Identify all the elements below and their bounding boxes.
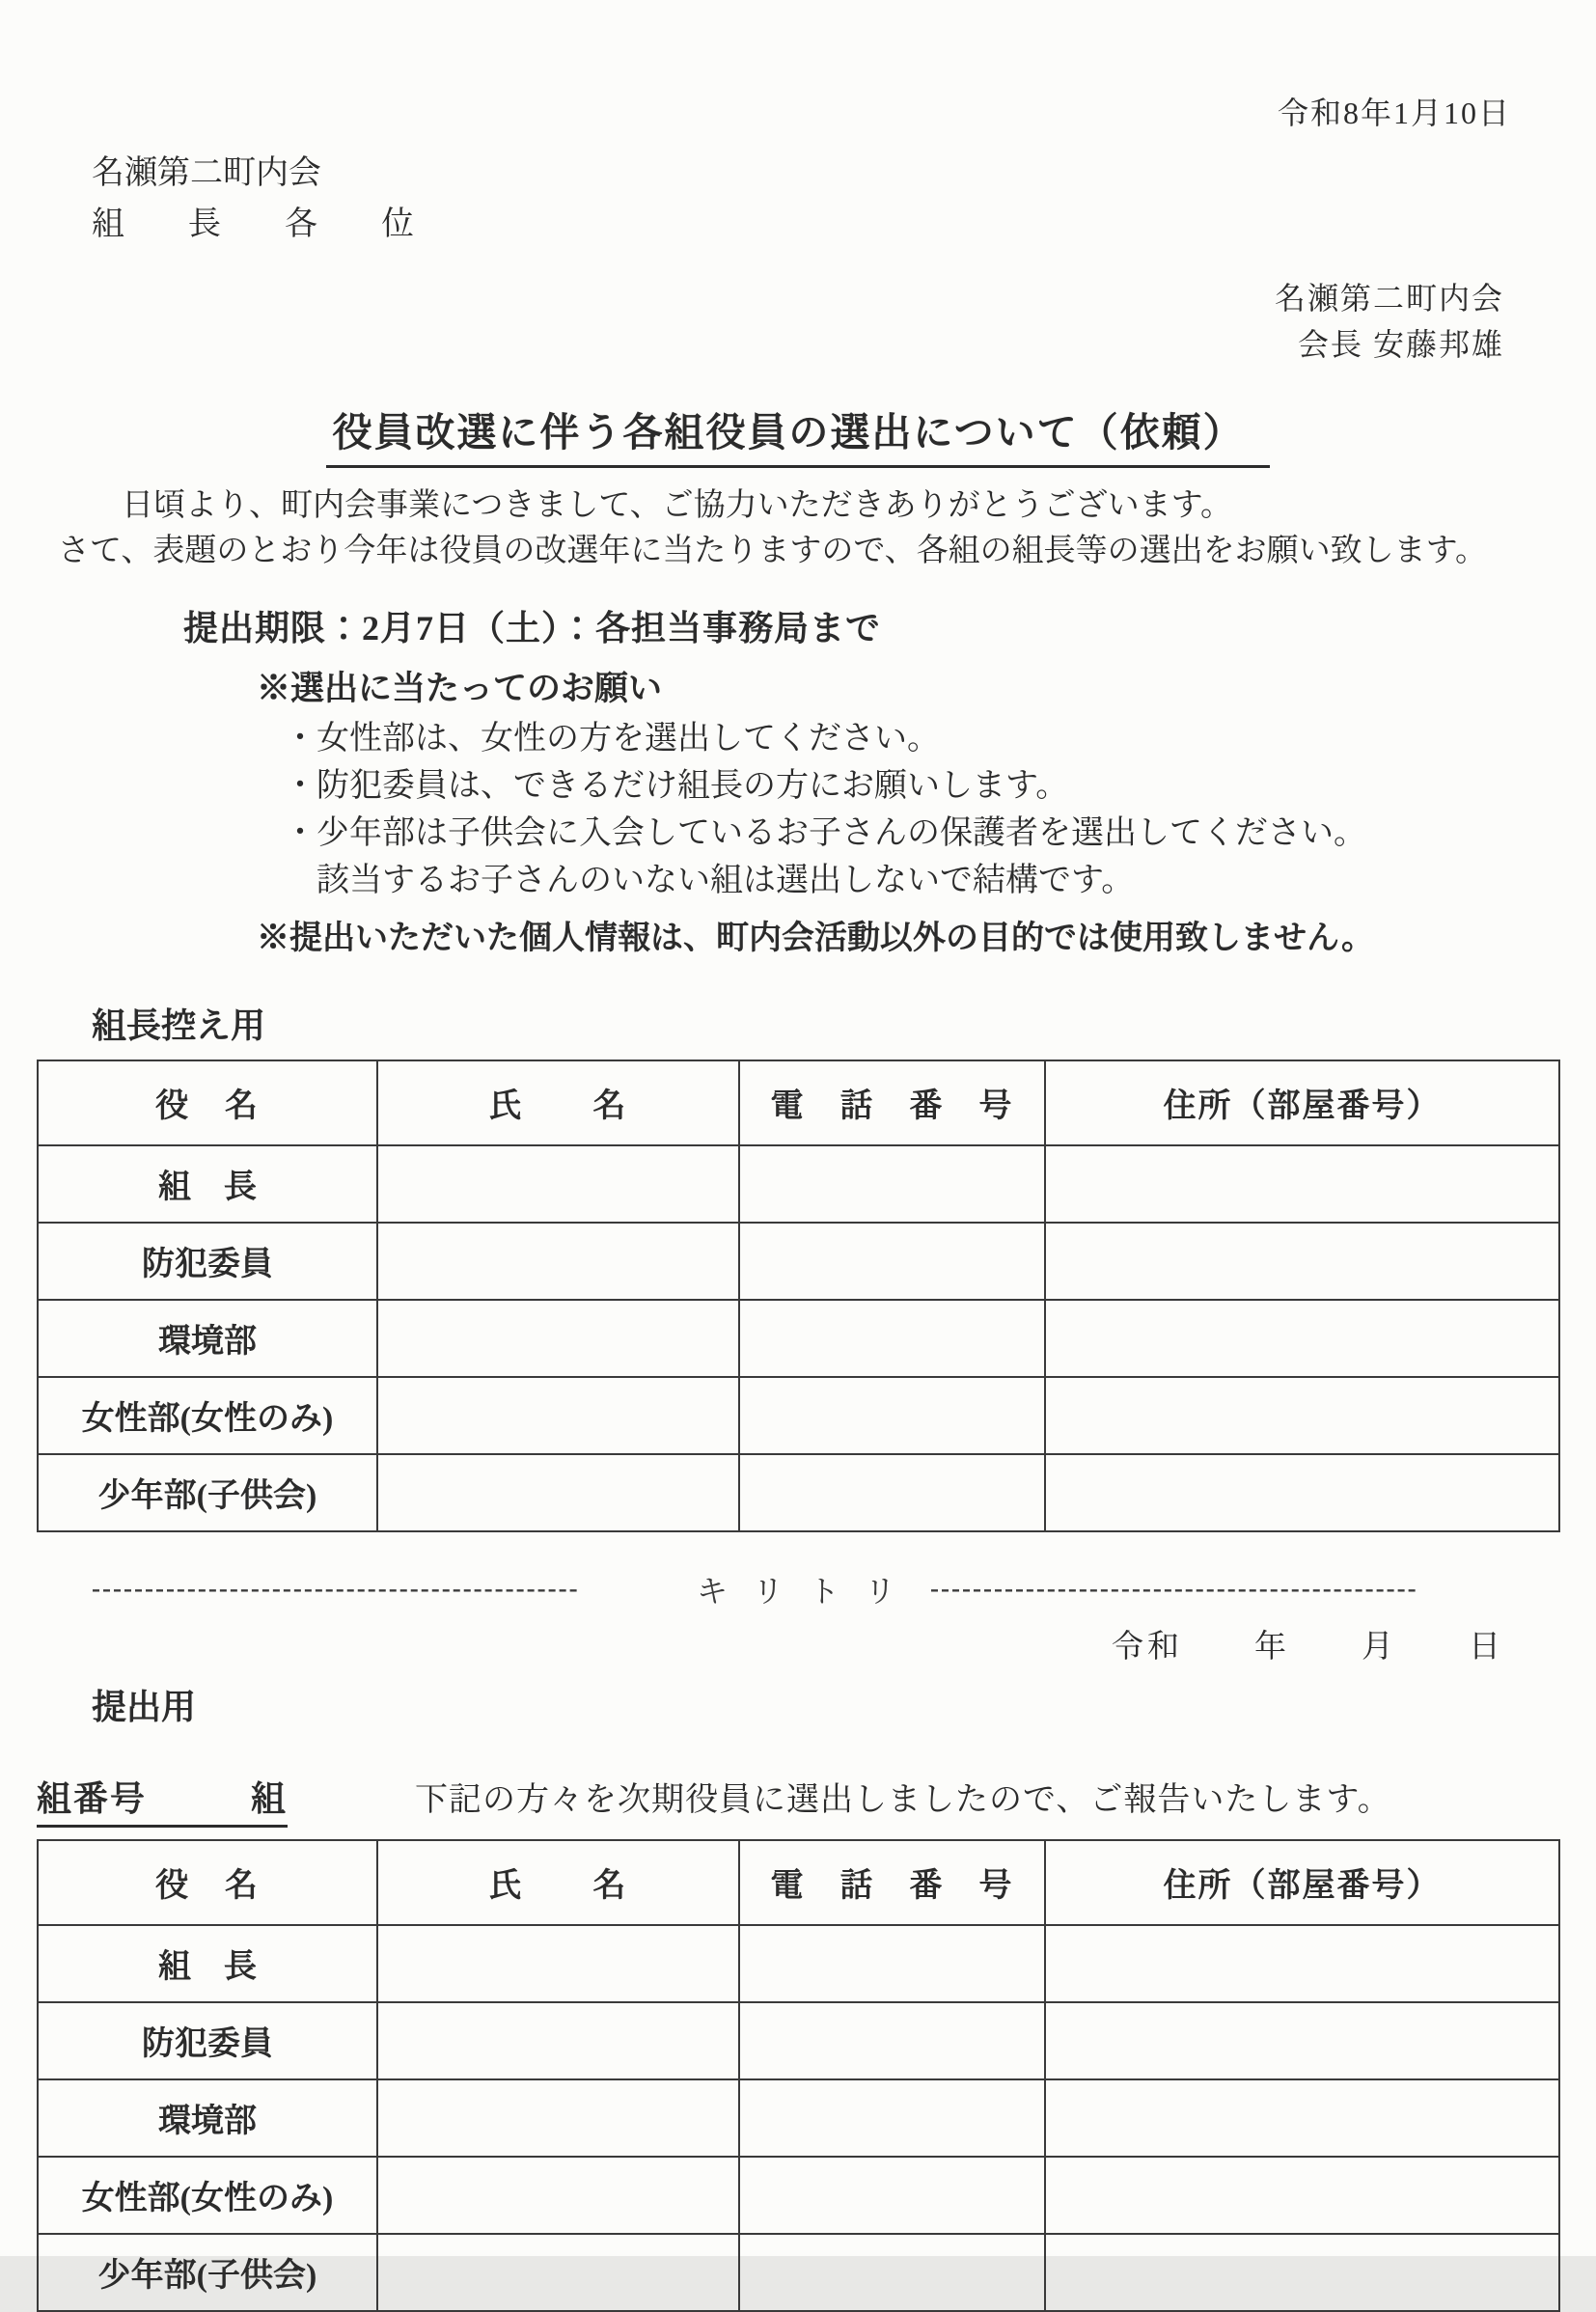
header-role: 役 名	[38, 1840, 377, 1925]
address-blank-cell	[1045, 2234, 1559, 2311]
table-row	[38, 1223, 1559, 1300]
leader-copy-label: 組長控え用	[92, 1005, 266, 1045]
address-blank-cell	[1045, 1377, 1559, 1454]
group-unit-label: 組	[251, 1778, 289, 1818]
table-row	[38, 1454, 1559, 1531]
address-blank-cell	[1045, 2157, 1559, 2234]
sender-president: 会長 安藤邦雄	[1297, 327, 1504, 363]
table-row	[38, 2079, 1559, 2157]
name-blank-cell	[377, 2234, 739, 2311]
body-line-1: 日頃より、町内会事業につきまして、ご協力いただきありがとうございます。	[122, 488, 1233, 524]
name-blank-cell	[377, 1300, 739, 1377]
name-blank-cell	[377, 1454, 739, 1531]
addressee-org: 名瀬第二町内会	[92, 155, 321, 191]
addressee-block	[92, 149, 1596, 250]
role-cell: 少年部(子供会)	[38, 1454, 377, 1531]
submission-copy-label: 提出用	[92, 1687, 197, 1726]
role-cell: 組 長	[38, 1145, 377, 1223]
phone-blank-cell	[739, 2157, 1045, 2234]
phone-blank-cell	[739, 1145, 1045, 1223]
name-blank-cell	[377, 1925, 739, 2002]
bullet-item: ・防犯委員は、できるだけ組長の方にお願いします。	[284, 768, 1069, 805]
name-blank-cell	[377, 1223, 739, 1300]
era-date-blank: 令和 年 月 日	[1112, 1629, 1504, 1665]
phone-blank-cell	[739, 1300, 1045, 1377]
bullet-item-continuation: 該当するお子さんのいない組は選出しないで結構です。	[284, 862, 1135, 898]
request-bullet-list	[284, 716, 1596, 905]
issue-date: 令和8年1月10日	[1277, 96, 1511, 130]
selection-request-heading: ※選出に当たってのお願い	[257, 670, 663, 708]
officer-table-submission	[37, 1839, 1560, 2312]
address-blank-cell	[1045, 1454, 1559, 1531]
name-blank-cell	[377, 2079, 739, 2157]
role-cell: 組 長	[38, 1925, 377, 2002]
cut-line-dashes-right: ----------------------------------------------	[930, 1574, 1418, 1604]
phone-blank-cell	[739, 1925, 1045, 2002]
body-line-2: さて、表題のとおり今年は役員の改選年に当たりますので、各組の組長等の選出をお願い致します。	[58, 534, 1488, 569]
header-name: 氏 名	[377, 1060, 739, 1145]
header-name: 氏 名	[377, 1840, 739, 1925]
header-address: 住所（部屋番号）	[1045, 1060, 1559, 1145]
group-number-label: 組番号	[37, 1778, 148, 1818]
table-row	[38, 1300, 1559, 1377]
table-row	[38, 1377, 1559, 1454]
addressee-salutation: 組 長 各 位	[92, 206, 429, 242]
table-row	[38, 1925, 1559, 2002]
phone-blank-cell	[739, 1454, 1045, 1531]
phone-blank-cell	[739, 1223, 1045, 1300]
document-title: 役員改選に伴う各組役員の選出について（依頼）	[326, 400, 1269, 468]
address-blank-cell	[1045, 1223, 1559, 1300]
table-header-row	[38, 1060, 1559, 1145]
phone-blank-cell	[739, 2002, 1045, 2079]
deadline-note: 提出期限：2月7日（土）：各担当事務局まで	[183, 609, 882, 648]
phone-blank-cell	[739, 1377, 1045, 1454]
group-number-line	[37, 1772, 1596, 1828]
role-cell: 環境部	[38, 2079, 377, 2157]
header-address: 住所（部屋番号）	[1045, 1840, 1559, 1925]
group-number-field	[37, 1772, 288, 1828]
name-blank-cell	[377, 1377, 739, 1454]
name-blank-cell	[377, 1145, 739, 1223]
header-phone: 電 話 番 号	[739, 1060, 1045, 1145]
table-row	[38, 1145, 1559, 1223]
table-row	[38, 2002, 1559, 2079]
name-blank-cell	[377, 2157, 739, 2234]
cut-line-dashes-left: ----------------------------------------------	[92, 1574, 580, 1604]
sender-org: 名瀬第二町内会	[1274, 281, 1504, 317]
role-cell: 女性部(女性のみ)	[38, 1377, 377, 1454]
address-blank-cell	[1045, 1145, 1559, 1223]
table-header-row	[38, 1840, 1559, 1925]
cut-line	[0, 1567, 1596, 1611]
officer-table-leader-copy	[37, 1060, 1560, 1532]
role-cell: 環境部	[38, 1300, 377, 1377]
header-role: 役 名	[38, 1060, 377, 1145]
address-blank-cell	[1045, 2079, 1559, 2157]
bullet-item: ・女性部は、女性の方を選出してください。	[284, 721, 940, 757]
phone-blank-cell	[739, 2079, 1045, 2157]
bullet-item: ・少年部は子供会に入会しているお子さんの保護者を選出してください。	[284, 815, 1366, 851]
address-blank-cell	[1045, 2002, 1559, 2079]
table-row	[38, 2234, 1559, 2311]
body-text	[58, 483, 1538, 574]
phone-blank-cell	[739, 2234, 1045, 2311]
name-blank-cell	[377, 2002, 739, 2079]
address-blank-cell	[1045, 1300, 1559, 1377]
role-cell: 防犯委員	[38, 1223, 377, 1300]
role-cell: 防犯委員	[38, 2002, 377, 2079]
title-wrap	[0, 400, 1596, 468]
cut-line-label: キリトリ	[697, 1573, 922, 1609]
sender-block	[0, 275, 1504, 368]
address-blank-cell	[1045, 1925, 1559, 2002]
report-statement: 下記の方々を次期役員に選出しましたので、ご報告いたします。	[415, 1781, 1391, 1818]
role-cell: 少年部(子供会)	[38, 2234, 377, 2311]
header-phone: 電 話 番 号	[739, 1840, 1045, 1925]
role-cell: 女性部(女性のみ)	[38, 2157, 377, 2234]
table-row	[38, 2157, 1559, 2234]
privacy-note: ※提出いただいた個人情報は、町内会活動以外の目的では使用致しません。	[257, 920, 1375, 956]
